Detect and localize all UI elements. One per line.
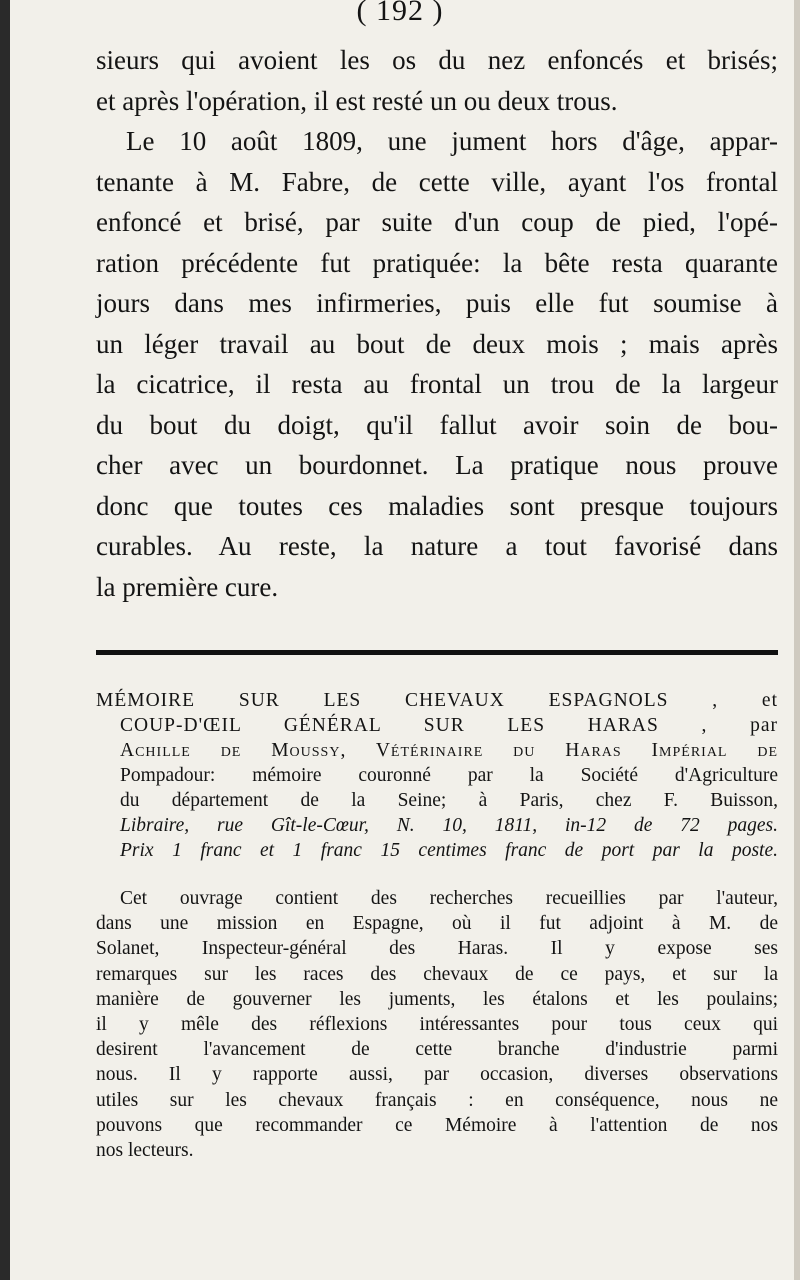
text-line: un léger travail au bout de deux mois ; mais après <box>96 328 778 359</box>
summary-line: manière de gouverner les juments, les étalons et les poulains; <box>96 988 778 1010</box>
summary-line: utiles sur les chevaux français : en conséquence, nous ne <box>96 1089 778 1111</box>
section-divider <box>96 650 778 655</box>
text-line: ration précédente fut pratiquée: la bête resta quarante <box>96 247 778 278</box>
summary-line: nos lecteurs. <box>96 1140 194 1162</box>
review-text-line: du département de la Seine; à Paris, chez F. Buisson, <box>120 790 778 811</box>
text-line: et après l'opération, il est resté un ou deux trous. <box>96 85 618 116</box>
summary-line: Solanet, Inspecteur-général des Haras. Il y expose ses <box>96 938 778 960</box>
paragraph-start-line: Le 10 août 1809, une jument hors d'âge, appar- <box>126 126 778 156</box>
text-line: tenante à M. Fabre, de cette ville, ayant l'os frontal <box>96 166 778 197</box>
summary-line: dans une mission en Espagne, où il fut adjoint à M. de <box>96 913 778 935</box>
text-line: la première cure. <box>96 571 279 602</box>
main-text-block <box>96 40 778 607</box>
text-line: enfoncé et brisé, par suite d'un coup de pied, l'opé- <box>96 207 778 237</box>
review-price-line: Prix 1 franc et 1 franc 15 centimes franc de port par la poste. <box>120 840 778 861</box>
text-line: du bout du doigt, qu'il fallut avoir soin de bou- <box>96 409 778 440</box>
text-line: sieurs qui avoient les os du nez enfoncés et brisés; <box>96 45 778 75</box>
page-number: ( 192 ) <box>356 0 444 27</box>
review-title-line: COUP-D'ŒIL GÉNÉRAL SUR LES HARAS , par <box>120 715 778 736</box>
review-publisher-line: Libraire, rue Gît-le-Cœur, N. 10, 1811, in-12 de 72 pages. <box>120 815 778 836</box>
review-author-line: Achille de Moussy, Vétérinaire du Haras Impérial de <box>120 740 778 761</box>
text-line: curables. Au reste, la nature a tout favorisé dans <box>96 531 778 561</box>
review-text-line: Pompadour: mémoire couronné par la Société d'Agriculture <box>120 765 778 786</box>
summary-line: remarques sur les races des chevaux de ce pays, et sur la <box>96 963 778 985</box>
text-line: cher avec un bourdonnet. La pratique nous prouve <box>96 450 778 480</box>
summary-line: desirent l'avancement de cette branche d'industrie parmi <box>96 1039 778 1061</box>
summary-line: nous. Il y rapporte aussi, par occasion, diverses observations <box>96 1064 778 1086</box>
summary-line: pouvons que recommander ce Mémoire à l'attention de nos <box>96 1114 778 1136</box>
review-header-block <box>96 688 778 863</box>
text-line: jours dans mes infirmeries, puis elle fut soumise à <box>96 288 778 318</box>
review-summary-block <box>96 886 778 1163</box>
text-line: la cicatrice, il resta au frontal un trou de la largeur <box>96 369 778 399</box>
summary-line: il y mêle des réflexions intéressantes pour tous ceux qui <box>96 1014 778 1036</box>
review-title-line: MÉMOIRE SUR LES CHEVAUX ESPAGNOLS , et <box>96 690 778 711</box>
summary-line: Cet ouvrage contient des recherches recueillies par l'auteur, <box>120 888 778 909</box>
text-line: donc que toutes ces maladies sont presque toujours <box>96 490 778 521</box>
